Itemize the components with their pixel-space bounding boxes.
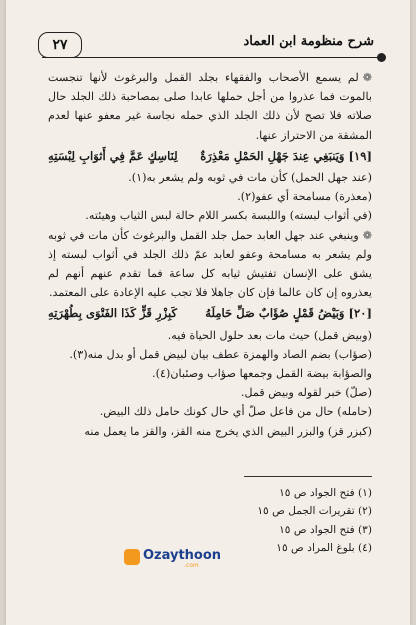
watermark-logo	[124, 548, 222, 570]
paragraph: (في أثواب لبسته) واللبسة بكسر اللام حالة لبس الثياب وهيئته.	[85, 209, 372, 223]
header-rule	[42, 57, 382, 58]
header-dot	[377, 53, 386, 62]
paragraph: (كبزر قز) والبزر البيض الذي يخرج منه القز، والقز ما يعمل منه	[84, 424, 372, 438]
paragraph: (حامله) حال من فاعل صلّ أي حال كونك حامل ذلك البيض.	[99, 405, 372, 419]
paragraph: (عند جهل الحمل) كأن مات في ثوبه ولم يشعر به(١).	[128, 171, 372, 185]
running-title: شرح منظومة ابن العماد	[243, 34, 374, 49]
footnote: (٤) بلوغ المراد ص ١٥	[276, 542, 372, 555]
paragraph: (وبيض قمل) حيث مات بعد حلول الحياة فيه.	[167, 328, 372, 342]
page-body	[48, 68, 372, 441]
paragraph: ❁وينبغي عند جهل العابد حمل جلد القمل والبرغوث كأن مات في ثوبه ولم يشعر به مسامحة وعفو لعابد عمّ ذلك الجلد في أثواب لبسته إذ يشق على الإنسان تفتيش ثيابه كل ساعة فما تقدم عنهم أنهم لم يعذروه إن كان عالما فإن كان جاهلا فلا تجب عليه الإعادة على المعتمد.	[48, 228, 372, 300]
page-number: ٢٧	[38, 32, 82, 58]
paragraph: والصؤابة بيضة القمل وجمعها صؤاب وصئبان(٤).	[152, 367, 372, 381]
verse-second-hemistich: كَبِزْرِ قَزٍّ كَذَا الفَتْوَى بِطُهْرَتِهِ	[48, 306, 178, 321]
logo-brand: Ozaythoon	[143, 548, 222, 563]
footnote-rule	[244, 476, 372, 477]
logo-icon	[124, 549, 140, 565]
footnote: (٢) تقريرات الجمل ص ١٥	[257, 505, 372, 518]
verse-number: [٢٠]	[348, 306, 372, 321]
verse-first-hemistich: [١٩]وَيَنبَغِي عِندَ جَهْلِ الحَمْلِ مَعْذِرَةٌ	[200, 148, 372, 163]
paragraph: (صلّ) خبر لقوله وبيض قمل.	[240, 386, 372, 400]
paragraph: (معذرة) مسامحة أي عفو(٢).	[237, 190, 372, 204]
footnotes	[192, 484, 372, 558]
paragraph: ❁لم يسمع الأصحاب والفقهاء بجلد القمل والبرغوث لأنها تنجست بالموت فما عذروا من أجل حملها عابدا صلى بمصاحبة ذلك الجلد حال صلاته فلا تصح لأن ذلك الجلد الذي حمله نجاسة غير معفو عنها لعدم المشقة من الاحتراز عنها.	[48, 71, 372, 142]
footnote: (١) فتح الجواد ص ١٥	[279, 487, 372, 499]
verse-20	[48, 304, 372, 323]
flower-icon: ❁	[362, 228, 372, 242]
flower-icon: ❁	[362, 71, 372, 84]
book-page	[6, 0, 410, 625]
paragraph: (صؤاب) بضم الصاد والهمزة عطف بيان لبيض قمل أو بدل منه(٣).	[69, 347, 372, 361]
footnote: (٣) فتح الجواد ص ١٥	[279, 523, 372, 536]
verse-number: [١٩]	[348, 148, 372, 163]
logo-sub: .com	[184, 562, 199, 569]
verse-first-hemistich: [٢٠]وَبَيْضُ قَمْلٍ صُؤَابٌ صَلِّ حَامِلَهُ	[205, 306, 372, 321]
verse-second-hemistich: لِنَاسِكٍ عَمَّ فِي أَثوَابِ لِبْسَتِهِ	[48, 148, 178, 163]
verse-19	[48, 147, 372, 166]
